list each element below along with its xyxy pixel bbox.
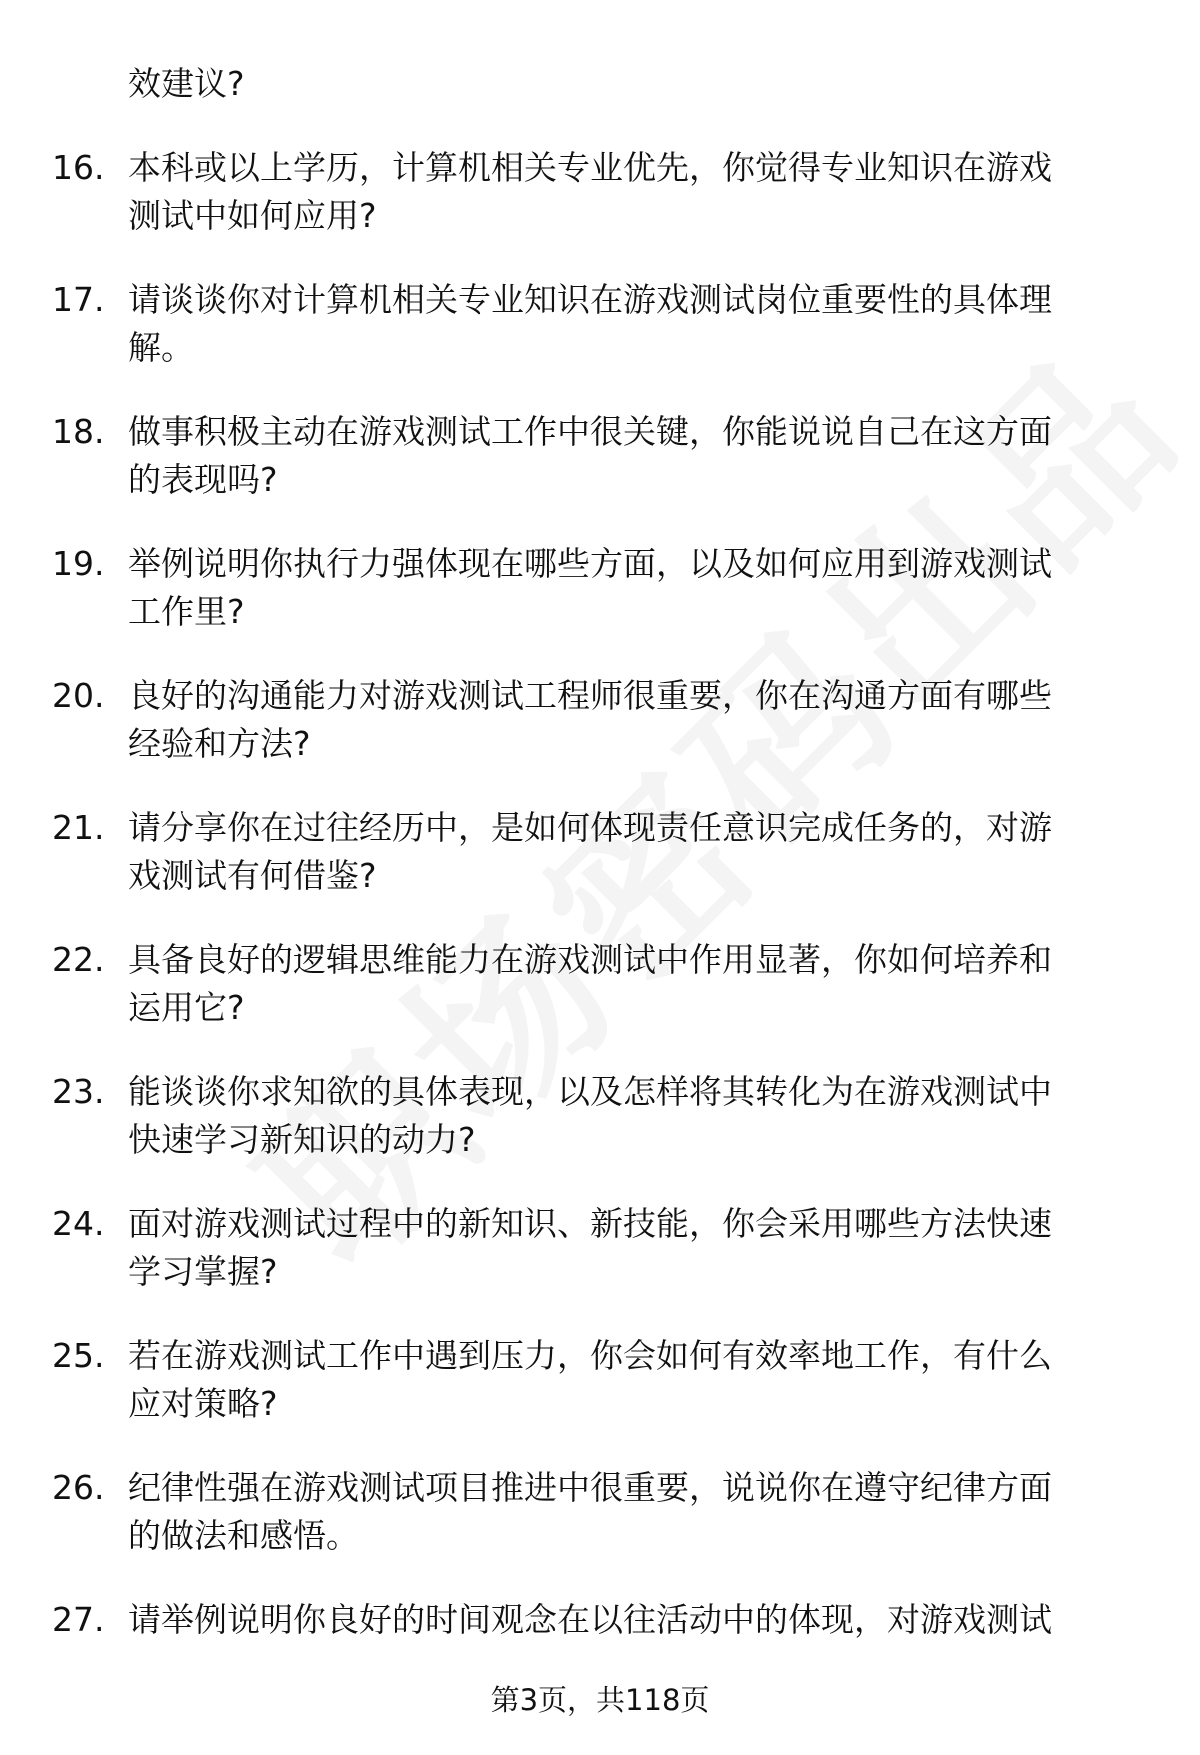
question-number: 19.	[52, 544, 105, 583]
page-footer: 第3页，共118页	[490, 1683, 710, 1717]
question-item-24	[0, 1188, 1200, 1320]
question-item-19	[0, 528, 1200, 660]
question-item-20	[0, 660, 1200, 792]
question-number: 16.	[52, 148, 105, 187]
question-item-17	[0, 264, 1200, 396]
question-number: 22.	[52, 940, 105, 979]
question-text: 面对游戏测试过程中的新知识、新技能，你会采用哪些方法快速 学习掌握?	[128, 1204, 1052, 1291]
question-text: 本科或以上学历，计算机相关专业优先，你觉得专业知识在游戏 测试中如何应用?	[128, 148, 1052, 235]
question-text: 请举例说明你良好的时间观念在以往活动中的体现，对游戏测试	[128, 1600, 1052, 1639]
question-text: 做事积极主动在游戏测试工作中很关键，你能说说自己在这方面 的表现吗?	[128, 412, 1052, 499]
question-item-21	[0, 792, 1200, 924]
question-item-18	[0, 396, 1200, 528]
question-text: 纪律性强在游戏测试项目推进中很重要，说说你在遵守纪律方面 的做法和感悟。	[128, 1468, 1052, 1555]
question-text: 若在游戏测试工作中遇到压力，你会如何有效率地工作，有什么 应对策略?	[128, 1336, 1052, 1423]
question-list	[0, 132, 1200, 1716]
question-text: 能谈谈你求知欲的具体表现，以及怎样将其转化为在游戏测试中 快速学习新知识的动力?	[128, 1072, 1052, 1159]
question-item-26	[0, 1452, 1200, 1584]
question-item-16	[0, 132, 1200, 264]
question-number: 23.	[52, 1072, 105, 1111]
question-item-22	[0, 924, 1200, 1056]
continued-question-text: 效建议?	[128, 64, 245, 103]
question-text: 举例说明你执行力强体现在哪些方面，以及如何应用到游戏测试 工作里?	[128, 544, 1052, 631]
question-text: 良好的沟通能力对游戏测试工程师很重要，你在沟通方面有哪些 经验和方法?	[128, 676, 1052, 763]
question-item-25	[0, 1320, 1200, 1452]
question-number: 21.	[52, 808, 105, 847]
question-number: 18.	[52, 412, 105, 451]
question-number: 25.	[52, 1336, 105, 1375]
question-text: 请谈谈你对计算机相关专业知识在游戏测试岗位重要性的具体理 解。	[128, 280, 1052, 367]
question-text: 请分享你在过往经历中，是如何体现责任意识完成任务的，对游 戏测试有何借鉴?	[128, 808, 1052, 895]
question-number: 27.	[52, 1600, 105, 1639]
question-number: 24.	[52, 1204, 105, 1243]
question-number: 20.	[52, 676, 105, 715]
question-number: 26.	[52, 1468, 105, 1507]
question-text: 具备良好的逻辑思维能力在游戏测试中作用显著，你如何培养和 运用它?	[128, 940, 1052, 1027]
question-item-23	[0, 1056, 1200, 1188]
question-number: 17.	[52, 280, 105, 319]
